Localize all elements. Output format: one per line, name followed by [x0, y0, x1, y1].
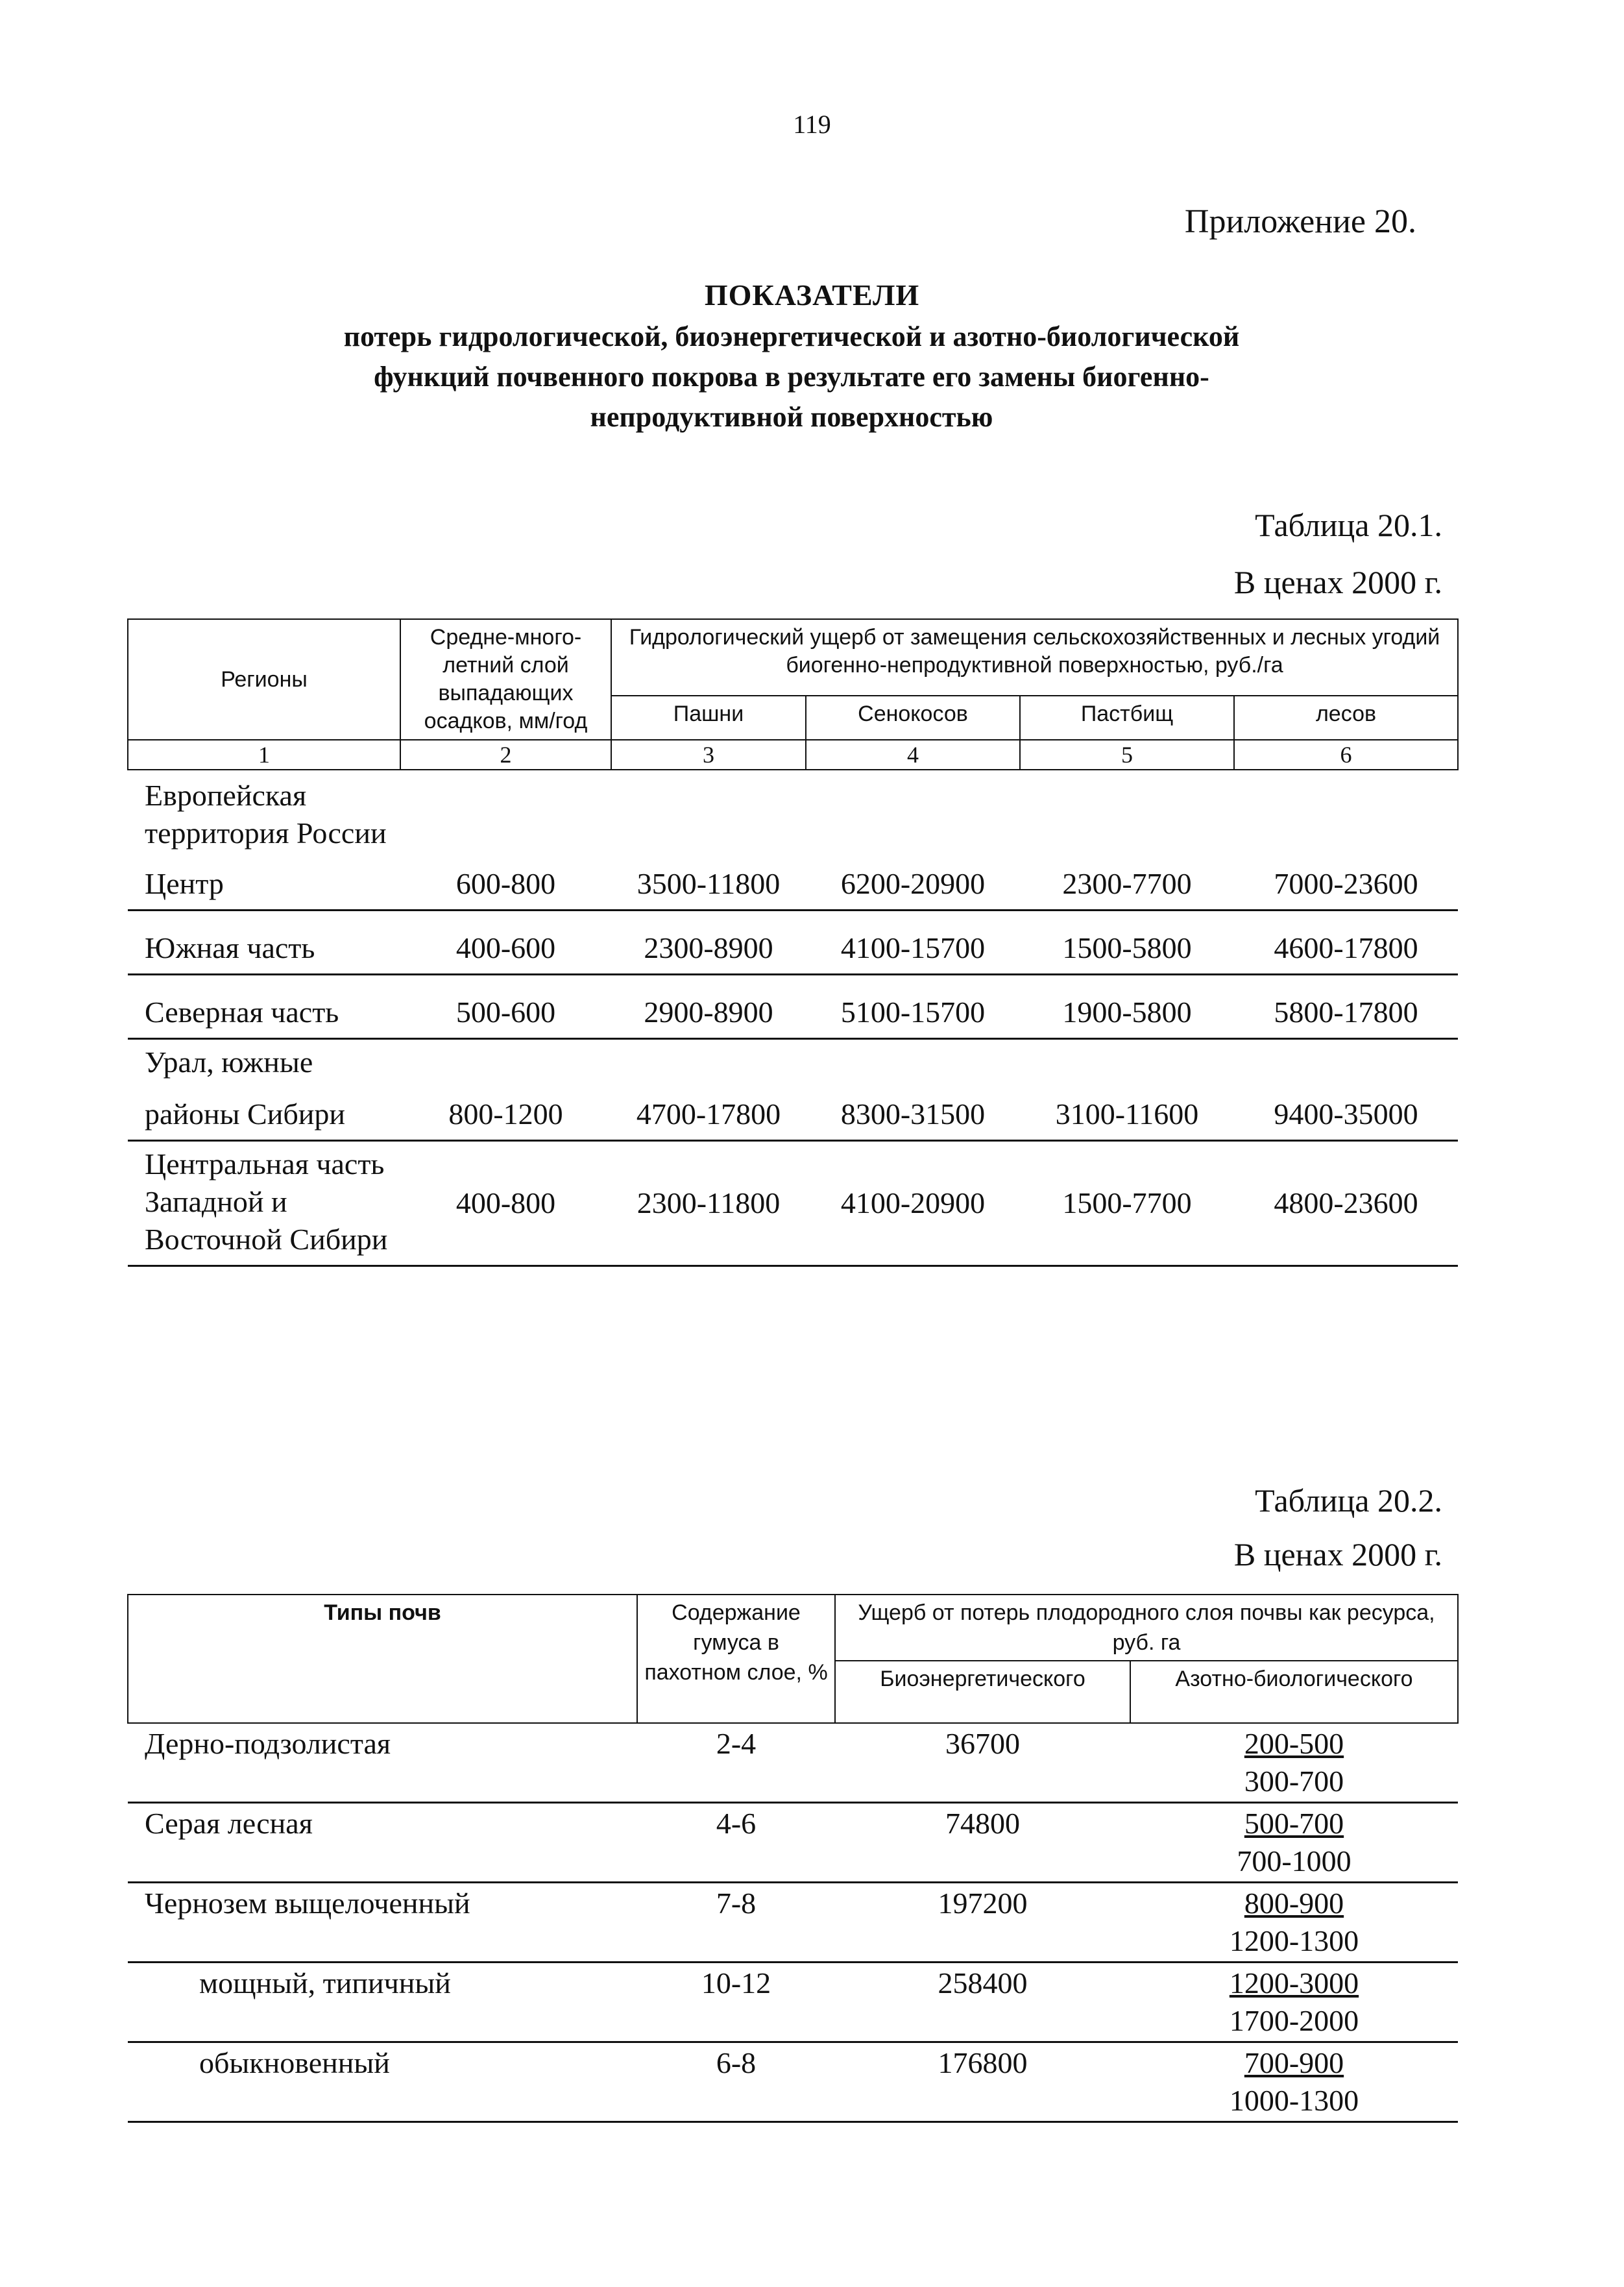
arable-value: 2300-8900: [611, 911, 806, 975]
arable-value: 4700-17800: [611, 1039, 806, 1141]
column-number: 4: [806, 740, 1020, 770]
header-arable: Пашни: [611, 696, 806, 740]
table-row: [128, 975, 1458, 1039]
column-number: 5: [1020, 740, 1234, 770]
region-name: Центральная часть Западной и Восточной Сибири: [128, 1141, 400, 1266]
header-regions: Регионы: [128, 619, 400, 740]
forest-value: 9400-35000: [1234, 1039, 1458, 1141]
humus-value: 6-8: [637, 2042, 835, 2122]
table-row: [128, 859, 1458, 911]
column-number: 3: [611, 740, 806, 770]
nitrogen-value-bottom: 1000-1300: [1229, 2084, 1359, 2117]
nitrogen-value: [1130, 1803, 1458, 1883]
table-row: [128, 1039, 1458, 1141]
hay-value: 8300-31500: [806, 1039, 1020, 1141]
header-bioenergy: Биоэнергетического: [835, 1661, 1130, 1723]
table-row: [128, 911, 1458, 975]
table2-caption: Таблица 20.2.: [1255, 1482, 1442, 1519]
humus-value: 7-8: [637, 1883, 835, 1963]
precipitation-value: 600-800: [400, 859, 611, 911]
nitrogen-value-bottom: 1700-2000: [1229, 2004, 1359, 2037]
bioenergy-value: 36700: [835, 1723, 1130, 1803]
forest-value: 5800-17800: [1234, 975, 1458, 1039]
precipitation-value: 500-600: [400, 975, 611, 1039]
bioenergy-value: 197200: [835, 1883, 1130, 1963]
table-row: [128, 1883, 1458, 1963]
header-hydro-damage: Гидрологический ущерб от замещения сельскохозяйственных и лесных угодий биогенно-непродуктивной поверхностью, руб./га: [611, 619, 1458, 696]
forest-value: 4800-23600: [1234, 1141, 1458, 1266]
soil-type: Дерно-подзолистая: [128, 1723, 637, 1803]
column-number: 2: [400, 740, 611, 770]
pasture-value: 1900-5800: [1020, 975, 1234, 1039]
table-row: [128, 2042, 1458, 2122]
arable-value: 3500-11800: [611, 859, 806, 911]
subtitle-line: потерь гидрологической, биоэнергетической и азотно-биологической: [343, 321, 1240, 352]
humus-value: 2-4: [637, 1723, 835, 1803]
region-name-line: Урал, южные: [145, 1046, 313, 1079]
document-title: ПОКАЗАТЕЛИ: [704, 278, 920, 312]
nitrogen-value-bottom: 1200-1300: [1229, 1924, 1359, 1957]
table1-caption: Таблица 20.1.: [1255, 507, 1442, 543]
header-forest: лесов: [1234, 696, 1458, 740]
header-hay: Сенокосов: [806, 696, 1020, 740]
soil-type: Чернозем выщелоченный: [128, 1883, 637, 1963]
forest-value: 4600-17800: [1234, 911, 1458, 975]
arable-value: 2900-8900: [611, 975, 806, 1039]
bioenergy-value: 176800: [835, 2042, 1130, 2122]
hay-value: 4100-15700: [806, 911, 1020, 975]
pasture-value: 1500-7700: [1020, 1141, 1234, 1266]
pasture-value: 3100-11600: [1020, 1039, 1234, 1141]
hay-value: 4100-20900: [806, 1141, 1020, 1266]
header-precipitation: Средне-много-летний слой выпадающих осадков, мм/год: [400, 619, 611, 740]
arable-value: 2300-11800: [611, 1141, 806, 1266]
subtitle-line: непродуктивной поверхностью: [590, 401, 993, 433]
nitrogen-value-bottom: 300-700: [1244, 1765, 1344, 1798]
pasture-value: 2300-7700: [1020, 859, 1234, 911]
nitrogen-value: [1130, 1883, 1458, 1963]
table1-prices: В ценах 2000 г.: [1233, 564, 1442, 600]
nitrogen-value: [1130, 1963, 1458, 2042]
bioenergy-value: 258400: [835, 1963, 1130, 2042]
page-number: 119: [793, 110, 831, 139]
header-humus: Содержание гумуса в пахотном слое, %: [637, 1595, 835, 1723]
hay-value: 5100-15700: [806, 975, 1020, 1039]
region-name: [128, 1039, 400, 1141]
column-number: 1: [128, 740, 400, 770]
table-row: [128, 770, 1458, 859]
nitrogen-value-top: 200-500: [1244, 1727, 1344, 1760]
nitrogen-value-top: 700-900: [1244, 2046, 1344, 2079]
appendix-label: Приложение 20.: [1184, 203, 1416, 240]
precipitation-value: 800-1200: [400, 1039, 611, 1141]
table-row: [128, 1963, 1458, 2042]
header-pasture: Пастбищ: [1020, 696, 1234, 740]
header-soil-damage: Ущерб от потерь плодородного слоя почвы как ресурса, руб. га: [835, 1595, 1458, 1661]
table-soil-fertility-damage: [127, 1594, 1459, 2123]
soil-type: Серая лесная: [128, 1803, 637, 1883]
document-subtitle: [260, 317, 1324, 437]
humus-value: 10-12: [637, 1963, 835, 2042]
subtitle-line: функций почвенного покрова в результате его замены биогенно-: [374, 361, 1209, 393]
table-row: [128, 1141, 1458, 1266]
soil-type: мощный, типичный: [128, 1963, 637, 2042]
bioenergy-value: 74800: [835, 1803, 1130, 1883]
nitrogen-value: [1130, 2042, 1458, 2122]
table-row: [128, 1723, 1458, 1803]
header-nitrogen: Азотно-биологического: [1130, 1661, 1458, 1723]
nitrogen-value-bottom: 700-1000: [1237, 1844, 1351, 1877]
soil-type: обыкновенный: [128, 2042, 637, 2122]
region-name-line: районы Сибири: [145, 1097, 345, 1131]
table-row: [128, 1803, 1458, 1883]
forest-value: 7000-23600: [1234, 859, 1458, 911]
region-name: Центр: [128, 859, 400, 911]
hay-value: 6200-20900: [806, 859, 1020, 911]
nitrogen-value-top: 1200-3000: [1229, 1966, 1359, 2000]
nitrogen-value: [1130, 1723, 1458, 1803]
precipitation-value: 400-800: [400, 1141, 611, 1266]
nitrogen-value-top: 800-900: [1244, 1887, 1344, 1920]
region-name: Северная часть: [128, 975, 400, 1039]
nitrogen-value-top: 500-700: [1244, 1807, 1344, 1840]
precipitation-value: 400-600: [400, 911, 611, 975]
table-hydrological-damage: [127, 618, 1459, 1267]
humus-value: 4-6: [637, 1803, 835, 1883]
header-soil-types: Типы почв: [128, 1595, 637, 1723]
table2-prices: В ценах 2000 г.: [1233, 1536, 1442, 1572]
region-name: Южная часть: [128, 911, 400, 975]
pasture-value: 1500-5800: [1020, 911, 1234, 975]
column-number: 6: [1234, 740, 1458, 770]
region-group: Европейская территория России: [145, 779, 387, 850]
